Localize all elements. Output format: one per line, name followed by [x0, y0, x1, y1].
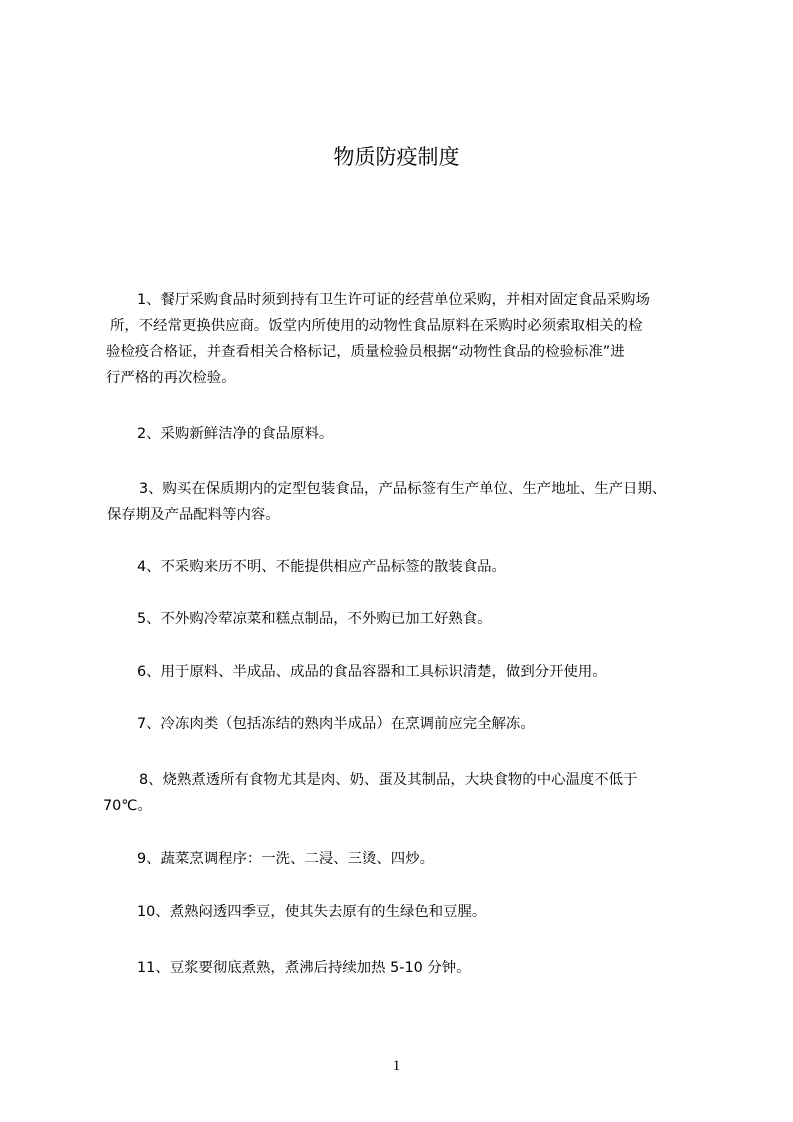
paragraph-9-line-1: 9、蔬菜烹调程序：一洗、二浸、三烫、四炒。: [137, 851, 434, 867]
paragraph-4-line-1: 4、不采购来历不明、不能提供相应产品标签的散装食品。: [137, 559, 506, 575]
paragraph-5: [137, 606, 492, 632]
paragraph-1-line-3: 验检疫合格证，并查看相关合格标记，质量检验员根据“动物性食品的检验标准”进: [106, 344, 625, 360]
paragraph-1-line-2: 所，不经常更换供应商。饭堂内所使用的动物性食品原料在采购时必须索取相关的检: [110, 318, 643, 334]
paragraph-1-line-4: 行严格的再次检验。: [106, 370, 236, 386]
paragraph-3: [0, 476, 666, 528]
paragraph-1-line-1: 1、餐厅采购食品时须到持有卫生许可证的经营单位采购，并相对固定食品采购场: [137, 292, 650, 308]
paragraph-7-line-1: 7、冷冻肉类（包括冻结的熟肉半成品）在烹调前应完全解冻。: [137, 716, 535, 732]
paragraph-2: [137, 421, 333, 447]
paragraph-10: [137, 899, 486, 925]
paragraph-4: [137, 554, 506, 580]
page-number: 1: [392, 1058, 401, 1074]
paragraph-11-line-1: 11、豆浆要彻底煮熟，煮沸后持续加热 5-10 分钟。: [137, 960, 471, 976]
paragraph-9: [137, 846, 434, 872]
paragraph-11: [137, 955, 471, 981]
paragraph-8: [0, 767, 637, 819]
page-title: 物质防疫制度: [333, 145, 460, 169]
paragraph-8-line-2: 70℃。: [103, 798, 152, 814]
paragraph-3-line-1: 3、购买在保质期内的定型包装食品，产品标签有生产单位、生产地址、生产日期、: [139, 481, 667, 497]
paragraph-1: [0, 287, 650, 391]
paragraph-3-line-2: 保存期及产品配料等内容。: [107, 507, 280, 523]
paragraph-6-line-1: 6、用于原料、半成品、成品的食品容器和工具标识清楚，做到分开使用。: [137, 664, 607, 680]
paragraph-5-line-1: 5、不外购冷荤凉菜和糕点制品，不外购已加工好熟食。: [137, 611, 492, 627]
paragraph-6: [137, 659, 607, 685]
paragraph-7: [137, 711, 535, 737]
paragraph-10-line-1: 10、煮熟闷透四季豆，使其失去原有的生绿色和豆腥。: [137, 904, 487, 920]
paragraph-2-line-1: 2、采购新鲜洁净的食品原料。: [137, 426, 334, 442]
paragraph-8-line-1: 8、烧熟煮透所有食物尤其是肉、奶、蛋及其制品，大块食物的中心温度不低于: [139, 772, 638, 788]
